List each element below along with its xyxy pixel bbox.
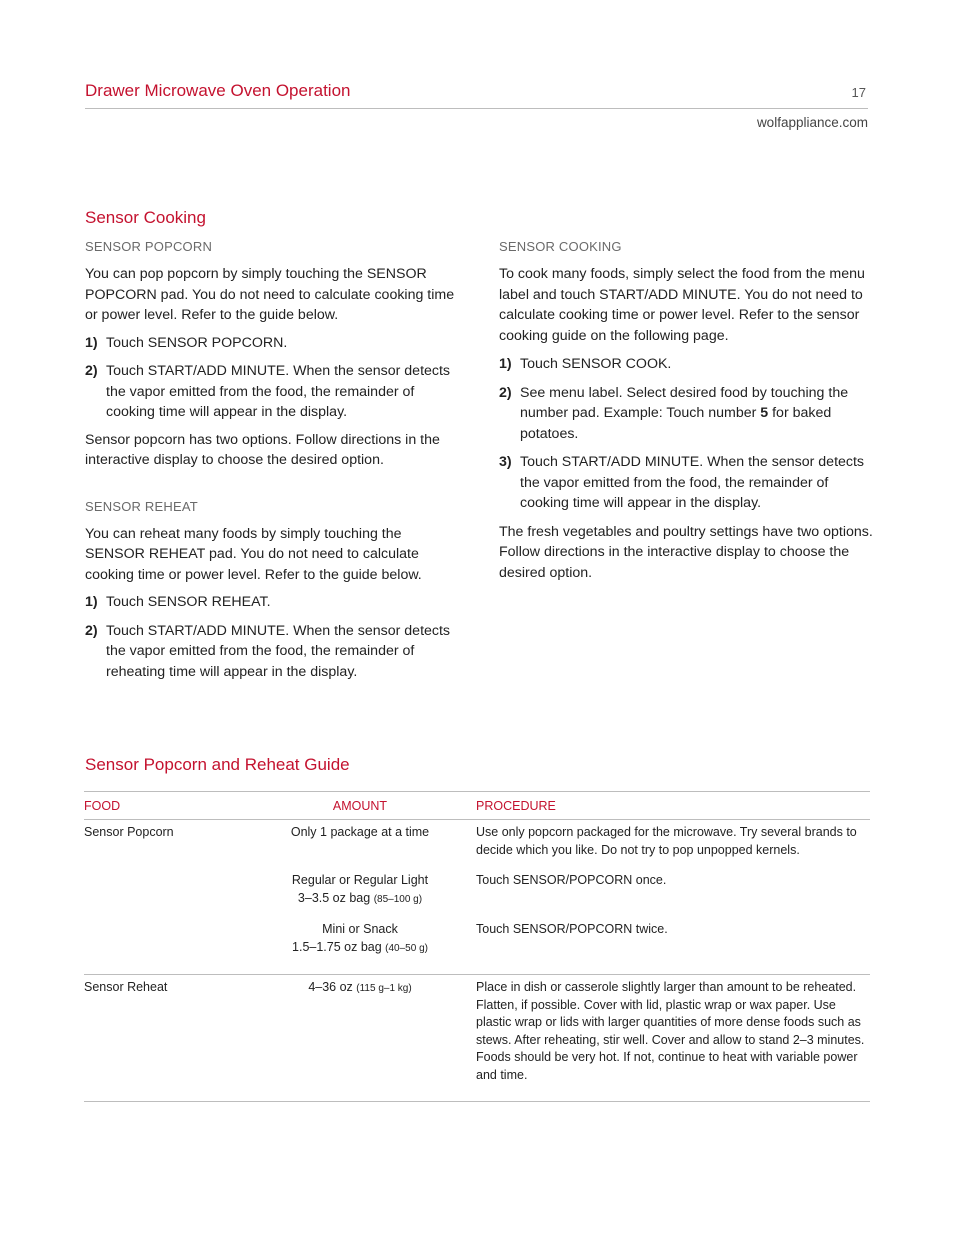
cooking-intro: To cook many foods, simply select the food from the menu label and touch START/ADD MINUTE. You do not need to calculate cooking time or power level. Refer to the sensor cooking guide on the following page.: [499, 266, 865, 344]
step-text: Touch START/ADD MINUTE. When the sensor detects the vapor emitted from the food, the remainder of cooking time will appear in the display.: [520, 454, 865, 511]
page-number: 17: [851, 85, 866, 100]
amount-metric: (115 g–1 kg): [356, 983, 412, 994]
amount-line-2: [244, 890, 476, 909]
popcorn-step-1: [85, 333, 457, 354]
popcorn-intro: You can pop popcorn by simply touching the SENSOR POPCORN pad. You do not need to calculate cooking time or power level. Refer to the guide below.: [85, 266, 455, 323]
procedure-cell: Touch SENSOR/POPCORN once.: [476, 873, 667, 887]
header-divider: [85, 108, 868, 109]
table-row: [84, 859, 870, 908]
step-number: 3): [499, 454, 512, 470]
subhead-sensor-popcorn: SENSOR POPCORN: [85, 239, 213, 254]
step-text: [520, 383, 879, 445]
table-row: [84, 820, 870, 860]
amount-line-1: Regular or Regular Light: [291, 873, 429, 887]
amount-cell: [244, 975, 476, 1102]
cooking-step-1: [499, 354, 879, 375]
subhead-sensor-cooking: SENSOR COOKING: [499, 239, 622, 254]
popcorn-step-2: [85, 361, 457, 423]
amount-value: 3–3.5 oz bag: [297, 890, 374, 905]
table-header-row: [84, 792, 870, 820]
step-text: Touch START/ADD MINUTE. When the sensor detects the vapor emitted from the food, the remainder of cooking time will appear in the display.: [106, 363, 451, 420]
step-text: Touch START/ADD MINUTE. When the sensor detects the vapor emitted from the food, the remainder of reheating time will appear in the display.: [106, 622, 451, 680]
amount-cell: [244, 908, 476, 975]
guide-table: [84, 791, 870, 1102]
amount-line-1: Mini or Snack: [322, 922, 398, 936]
step-text: Touch SENSOR REHEAT.: [106, 594, 271, 610]
section-title-sensor-cooking: Sensor Cooking: [85, 208, 206, 227]
amount-line-2: [244, 939, 476, 958]
right-column: [499, 239, 879, 583]
step-number: 1): [85, 594, 98, 610]
cooking-step-2: [499, 383, 879, 445]
step-number: 2): [499, 384, 512, 401]
column-header-procedure: PROCEDURE: [476, 792, 870, 820]
food-cell-empty: [84, 908, 244, 975]
procedure-cell: Use only popcorn packaged for the microwave. Try several brands to decide which you like. Do not try to pop unpopped kernels.: [476, 825, 857, 857]
food-cell: Sensor Popcorn: [84, 825, 174, 839]
section-title-guide: Sensor Popcorn and Reheat Guide: [85, 755, 350, 774]
column-header-amount: AMOUNT: [244, 792, 476, 820]
step-text-after: for baked potatoes.: [520, 405, 832, 442]
table-row: [84, 908, 870, 975]
step-number: 1): [499, 356, 512, 372]
amount-cell: [244, 820, 476, 860]
amount-metric: (85–100 g): [373, 893, 423, 905]
step-text-bold: 5: [760, 405, 769, 421]
website-link[interactable]: wolfappliance.com: [756, 115, 868, 130]
step-number: 1): [85, 334, 98, 351]
procedure-cell: Touch SENSOR/POPCORN twice.: [476, 908, 870, 975]
column-header-food: FOOD: [84, 792, 244, 820]
amount-metric: (40–50 g): [385, 942, 428, 954]
cooking-step-3: [499, 452, 879, 514]
reheat-intro: You can reheat many foods by simply touching the SENSOR REHEAT pad. You do not need to calculate cooking time or power level. Refer to the guide below.: [85, 525, 422, 583]
subhead-sensor-reheat: SENSOR REHEAT: [85, 498, 198, 514]
reheat-step-1: [85, 592, 457, 613]
table-row: [84, 975, 870, 1102]
procedure-cell: Place in dish or casserole slightly larger than amount to be reheated. Flatten, if possible. Cover with lid, plastic wrap or wax paper. Use plastic wrap or lids with larger quantities of more dense foods such as stews. After reheating, stir well. Cover and allow to stand 2–3 minutes. Foods should be very hot. If not, continue to heat with variable power and time.: [476, 975, 870, 1102]
reheat-step-2: [85, 621, 457, 683]
step-text: Touch SENSOR COOK.: [520, 356, 672, 372]
popcorn-note: Sensor popcorn has two options. Follow directions in the interactive display to choose the desired option.: [85, 431, 440, 468]
amount-value: 4–36 oz: [308, 980, 357, 994]
amount-cell: [244, 859, 476, 908]
cooking-note: The fresh vegetables and poultry settings have two options. Follow directions in the interactive display to choose the desired option.: [499, 523, 873, 581]
amount-line-1: Only 1 package at a time: [290, 825, 430, 839]
food-cell: Sensor Reheat: [84, 975, 244, 1102]
page-header-title: Drawer Microwave Oven Operation: [85, 81, 351, 100]
step-number: 2): [85, 363, 98, 379]
left-column: [85, 239, 457, 682]
step-text: Touch SENSOR POPCORN.: [106, 334, 288, 351]
step-text-before: See menu label. Select desired food by touching the number pad. Example: Touch number: [520, 384, 849, 421]
step-number: 2): [85, 622, 98, 639]
food-cell-empty: [84, 859, 244, 908]
amount-value: 1.5–1.75 oz bag: [292, 939, 386, 954]
